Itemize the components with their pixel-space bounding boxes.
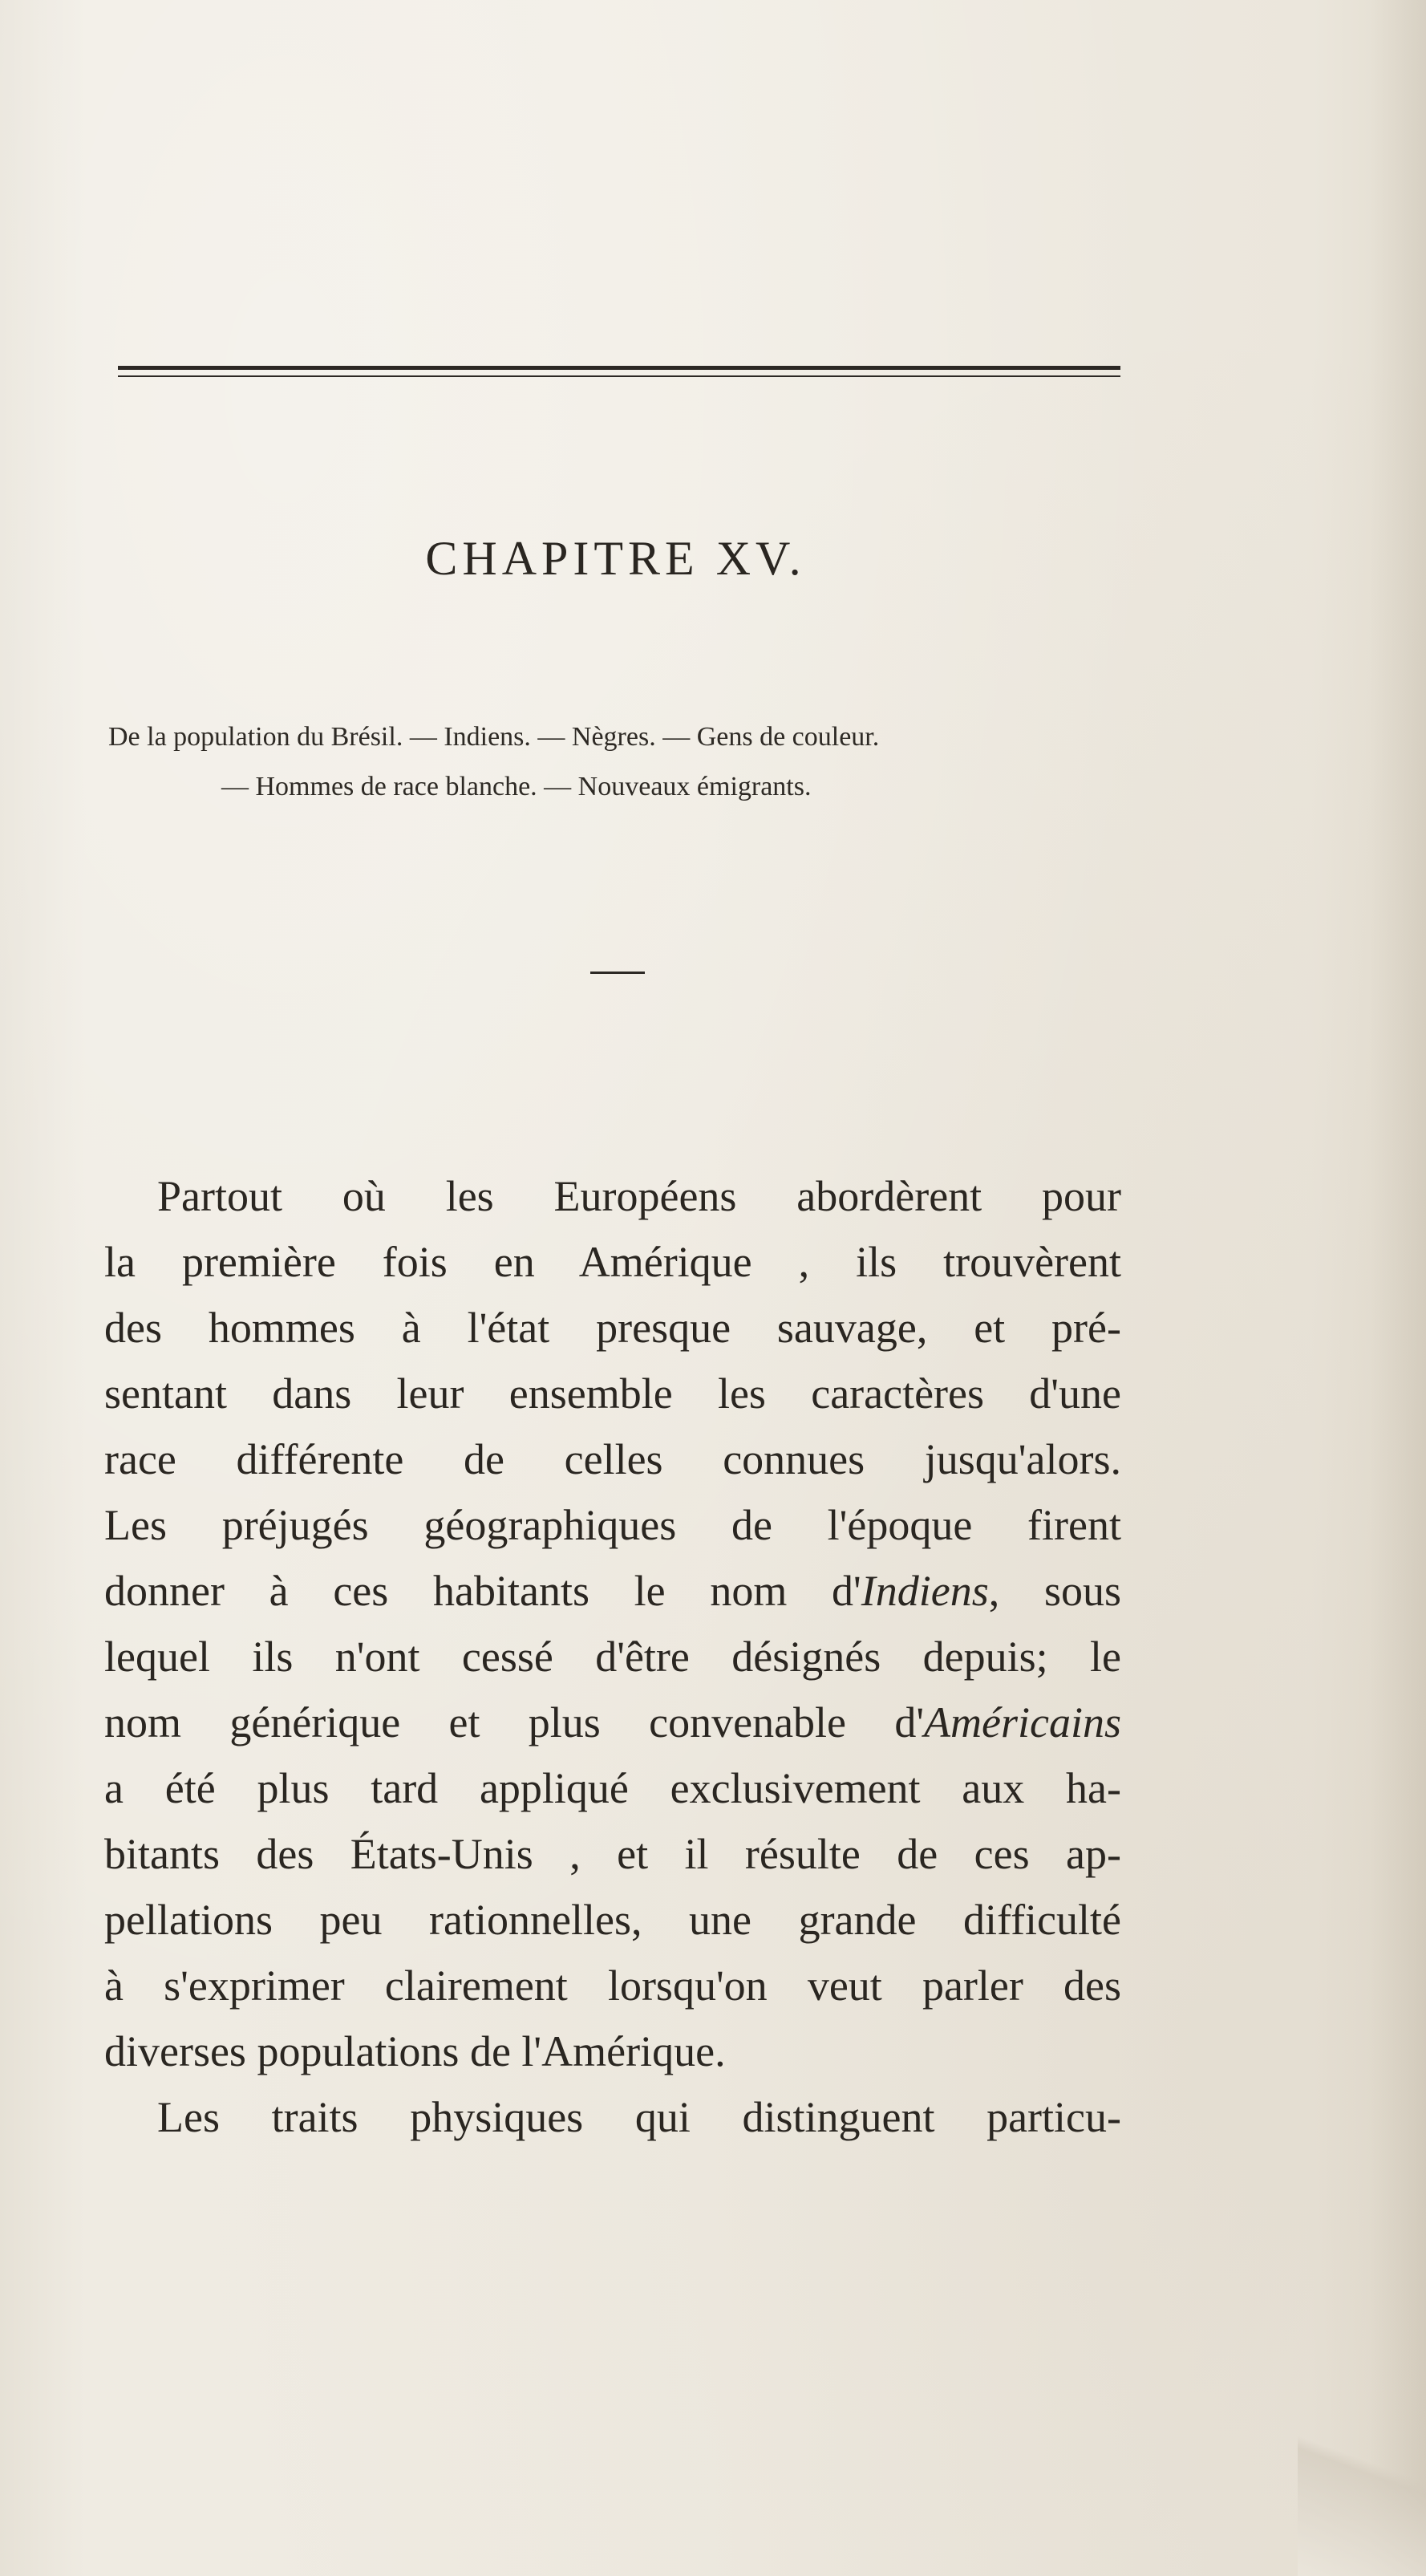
text-line: la première fois en Amérique , ils trouvèrent [104,1238,1121,1286]
chapter-summary-line-2: — Hommes de race blanche. — Nouveaux émigrants. [221,772,812,801]
text-line: Partout où les Européens abordèrent pour [157,1172,1121,1220]
header-rule-thick [118,366,1120,370]
text-line: pellations peu rationnelles, une grande difficulté [104,1896,1121,1944]
text-line: Les préjugés géographiques de l'époque firent [104,1501,1121,1549]
text-line: race différente de celles connues jusqu'alors. [104,1435,1121,1483]
chapter-title: CHAPITRE XV. [425,532,806,585]
text-line: des hommes à l'état presque sauvage, et pré- [104,1304,1121,1352]
text-line: lequel ils n'ont cessé d'être désignés depuis; le [104,1633,1121,1681]
section-divider-dash [590,972,645,974]
text-segment: donner à ces habitants le nom d' [104,1567,861,1615]
chapter-summary-line-1: De la population du Brésil. — Indiens. — Nègres. — Gens de couleur. [108,722,880,752]
body-text [104,1163,1121,2150]
text-segment: nom générique et plus convenable d' [104,1698,925,1746]
text-line: sentant dans leur ensemble les caractères d'une [104,1369,1121,1418]
text-line: diverses populations de l'Amérique. [104,2027,726,2075]
header-rule-thin [118,375,1120,377]
text-line: bitants des États-Unis , et il résulte de ces ap- [104,1830,1121,1878]
italic-term-americains: Américains [924,1698,1121,1746]
page-corner [1298,2367,1426,2576]
page-edge-shadow [1370,0,1426,2576]
text-line: à s'exprimer clairement lorsqu'on veut parler des [104,1961,1121,2010]
text-segment: , sous [988,1567,1122,1615]
text-line: a été plus tard appliqué exclusivement aux ha- [104,1764,1121,1812]
text-line [104,1690,1121,1755]
italic-term-indiens: Indiens [861,1567,989,1615]
text-line [104,1558,1121,1624]
text-line: Les traits physiques qui distinguent particu- [157,2093,1121,2141]
